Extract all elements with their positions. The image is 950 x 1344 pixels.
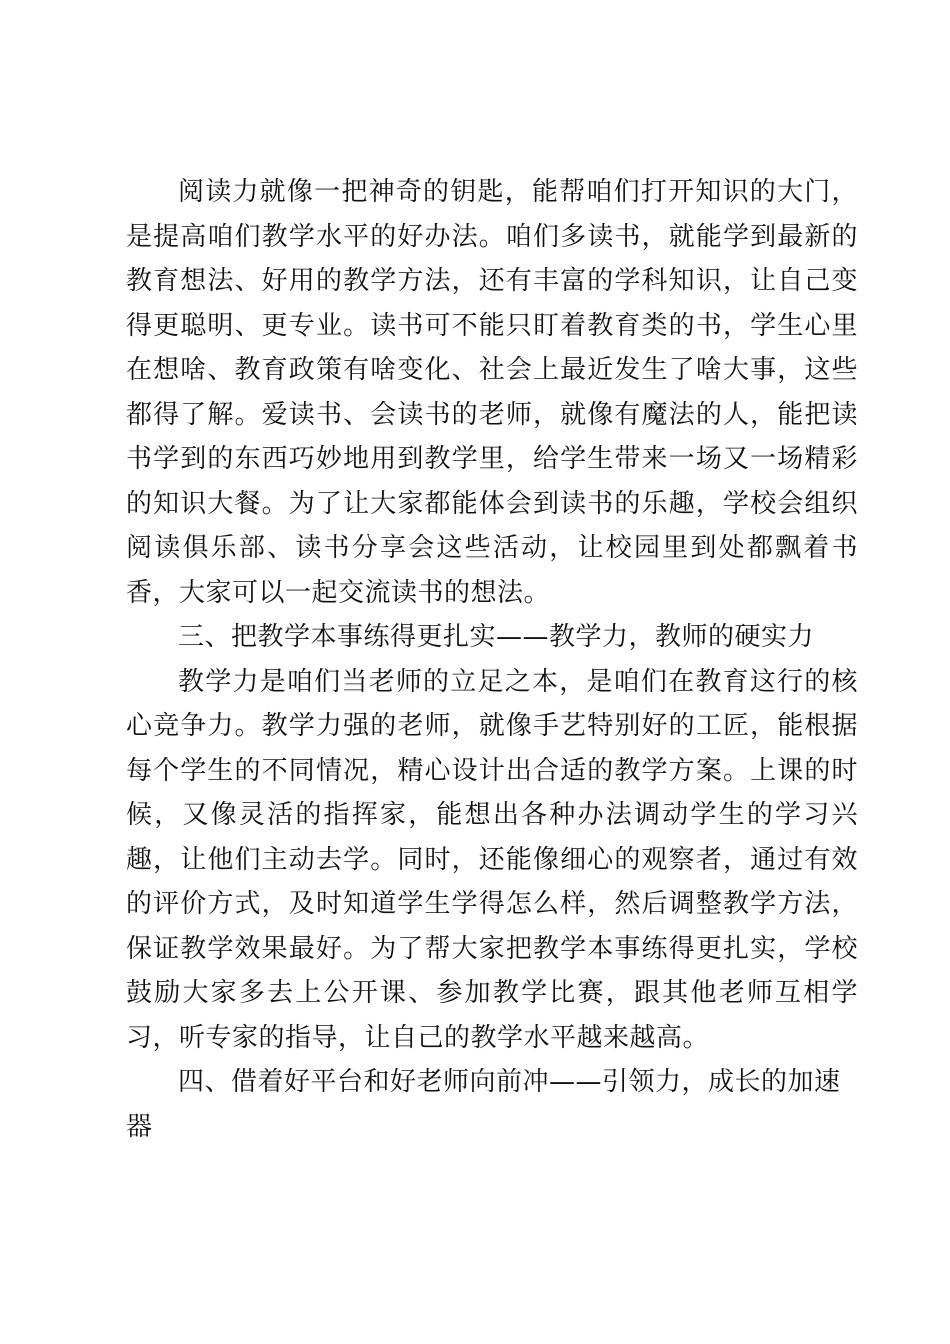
section-heading-teaching-power: 三、把教学本事练得更扎实——教学力，教师的硬实力 bbox=[178, 622, 815, 652]
paragraph-reading-power: 阅读力就像一把神奇的钥匙，能帮咱们打开知识的大门，是提高咱们教学水平的好办法。咱们多读书，就能学到最新的教育想法、好用的教学方法，还有丰富的学科知识，让自己变得更聪明、更专业。读书可不能只盯着教育类的书，学生心里在想啥、教育政策有啥变化、社会上最近发生了啥大事，这些都得了解。爱读书、会读书的老师，就像有魔法的人，能把读书学到的东西巧妙地用到教学里，给学生带来一场又一场精彩的知识大餐。为了让大家都能体会到读书的乐趣，学校会组织阅读俱乐部、读书分享会这些活动，让校园里到处都飘着书香，大家可以一起交流读书的想法。 bbox=[126, 177, 858, 608]
paragraph-teaching-power: 教学力是咱们当老师的立足之本，是咱们在教育这行的核心竞争力。教学力强的老师，就像手艺特别好的工匠，能根据每个学生的不同情况，精心设计出合适的教学方案。上课的时候，又像灵活的指挥家，能想出各种办法调动学生的学习兴趣，让他们主动去学。同时，还能像细心的观察者，通过有效的评价方式，及时知道学生学得怎么样，然后调整教学方法，保证教学效果最好。为了帮大家把教学本事练得更扎实，学校鼓励大家多去上公开课、参加教学比赛，跟其他老师互相学习，听专家的指导，让自己的教学水平越来越高。 bbox=[126, 666, 858, 1053]
document-body bbox=[126, 170, 858, 1149]
section-heading-leadership-power: 四、借着好平台和好老师向前冲——引领力，成长的加速器 bbox=[126, 1067, 841, 1142]
